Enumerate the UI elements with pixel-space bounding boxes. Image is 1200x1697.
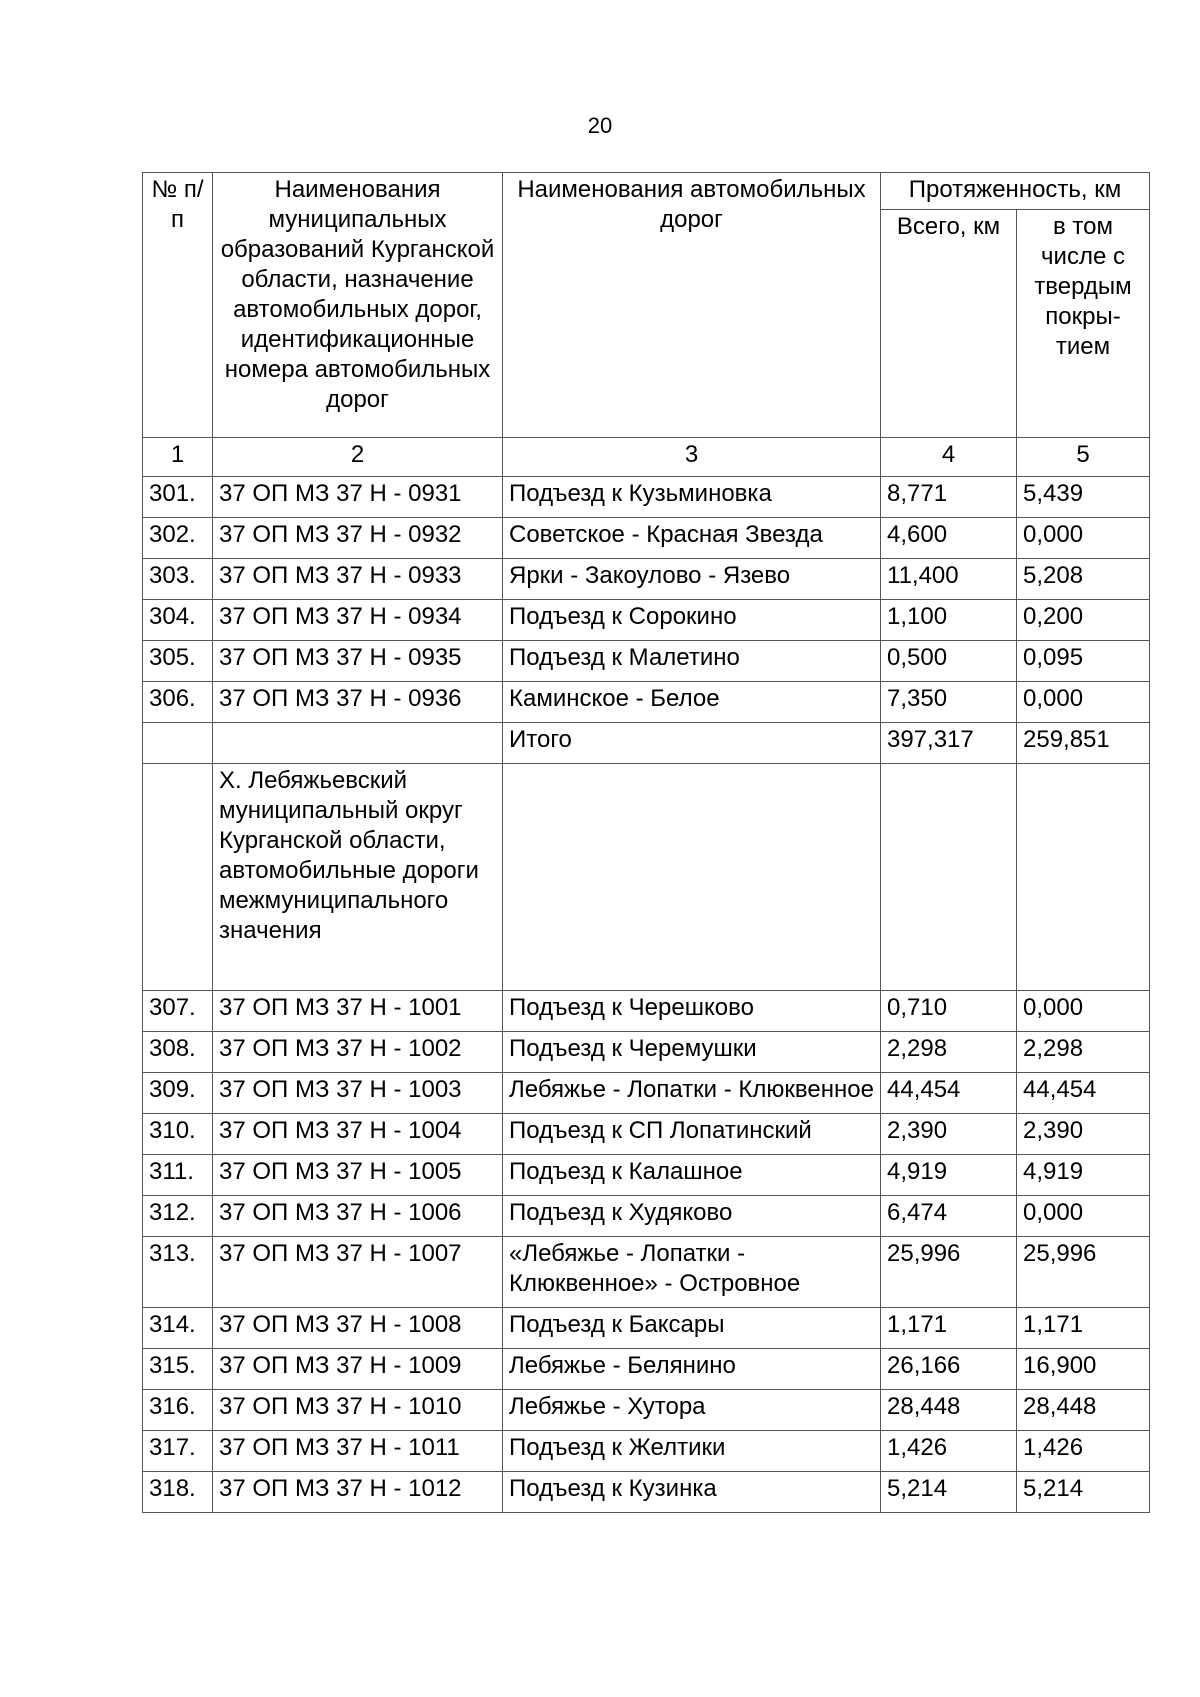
row-number: 304. <box>143 600 213 641</box>
row-number: 308. <box>143 1032 213 1073</box>
length-hard-surface: 0,000 <box>1017 518 1150 559</box>
road-id: 37 ОП МЗ 37 Н - 1010 <box>213 1390 503 1431</box>
road-name: Подъезд к Калашное <box>503 1155 881 1196</box>
road-name: Советское - Красная Звезда <box>503 518 881 559</box>
length-hard-surface: 1,426 <box>1017 1431 1150 1472</box>
length-hard-surface: 44,454 <box>1017 1073 1150 1114</box>
length-total: 7,350 <box>881 682 1017 723</box>
total-length: 397,317 <box>881 723 1017 764</box>
road-name: Подъезд к СП Лопатинский <box>503 1114 881 1155</box>
table-row <box>143 1390 1150 1431</box>
road-id: 37 ОП МЗ 37 Н - 0933 <box>213 559 503 600</box>
road-name: Ярки - Закоулово - Язево <box>503 559 881 600</box>
length-hard-surface <box>1017 764 1150 991</box>
length-total: 0,710 <box>881 991 1017 1032</box>
road-name: Каминское - Белое <box>503 682 881 723</box>
row-number: 306. <box>143 682 213 723</box>
length-hard-surface: 2,390 <box>1017 1114 1150 1155</box>
length-total: 1,426 <box>881 1431 1017 1472</box>
row-number: 307. <box>143 991 213 1032</box>
road-name: Подъезд к Желтики <box>503 1431 881 1472</box>
length-total: 6,474 <box>881 1196 1017 1237</box>
row-number: 302. <box>143 518 213 559</box>
length-hard-surface: 0,000 <box>1017 682 1150 723</box>
row-number: 311. <box>143 1155 213 1196</box>
length-hard-surface: 5,208 <box>1017 559 1150 600</box>
table-row <box>143 1155 1150 1196</box>
row-number: 309. <box>143 1073 213 1114</box>
road-id: 37 ОП МЗ 37 Н - 1004 <box>213 1114 503 1155</box>
header-row-1 <box>143 173 1150 210</box>
header-total-km: Всего, км <box>881 210 1017 438</box>
road-id: 37 ОП МЗ 37 Н - 0931 <box>213 477 503 518</box>
road-id: 37 ОП МЗ 37 Н - 1001 <box>213 991 503 1032</box>
table-row <box>143 1032 1150 1073</box>
road-name: Подъезд к Худяково <box>503 1196 881 1237</box>
length-total: 4,600 <box>881 518 1017 559</box>
road-id: 37 ОП МЗ 37 Н - 0932 <box>213 518 503 559</box>
column-number-row <box>143 438 1150 477</box>
row-number: 313. <box>143 1237 213 1308</box>
length-total: 2,298 <box>881 1032 1017 1073</box>
length-total: 4,919 <box>881 1155 1017 1196</box>
length-hard-surface: 0,000 <box>1017 1196 1150 1237</box>
road-id: 37 ОП МЗ 37 Н - 0936 <box>213 682 503 723</box>
road-id: 37 ОП МЗ 37 Н - 0935 <box>213 641 503 682</box>
road-name: Лебяжье - Лопатки - Клюквенное <box>503 1073 881 1114</box>
row-number <box>143 723 213 764</box>
length-hard-surface: 16,900 <box>1017 1349 1150 1390</box>
road-name: Подъезд к Малетино <box>503 641 881 682</box>
length-total: 25,996 <box>881 1237 1017 1308</box>
row-number: 301. <box>143 477 213 518</box>
road-id: 37 ОП МЗ 37 Н - 1006 <box>213 1196 503 1237</box>
table-row <box>143 477 1150 518</box>
length-hard-surface: 2,298 <box>1017 1032 1150 1073</box>
row-number: 317. <box>143 1431 213 1472</box>
length-total <box>881 764 1017 991</box>
road-name: Подъезд к Кузинка <box>503 1472 881 1513</box>
table-row <box>143 559 1150 600</box>
row-number: 305. <box>143 641 213 682</box>
length-total: 2,390 <box>881 1114 1017 1155</box>
section-title: X. Лебяжьевский муниципальный округ Курганской области, автомобильные дороги межмуниципального значения <box>213 764 503 991</box>
header-number: № п/п <box>143 173 213 438</box>
length-hard-surface: 4,919 <box>1017 1155 1150 1196</box>
header-hard-surface: в том числе с твердым покры-тием <box>1017 210 1150 438</box>
road-id: 37 ОП МЗ 37 Н - 1007 <box>213 1237 503 1308</box>
road-id: 37 ОП МЗ 37 Н - 1002 <box>213 1032 503 1073</box>
row-number: 318. <box>143 1472 213 1513</box>
table-row <box>143 1237 1150 1308</box>
road-name: Подъезд к Черемушки <box>503 1032 881 1073</box>
table-row <box>143 1349 1150 1390</box>
length-hard-surface: 28,448 <box>1017 1390 1150 1431</box>
length-total: 1,100 <box>881 600 1017 641</box>
length-hard-surface: 5,439 <box>1017 477 1150 518</box>
column-number: 5 <box>1017 438 1150 477</box>
header-municipality: Наименования муниципальных образований Курганской области, назначение автомобильных дорог, идентификационные номера автомобильных дорог <box>213 173 503 438</box>
table-row <box>143 1196 1150 1237</box>
row-number <box>143 764 213 991</box>
length-total: 28,448 <box>881 1390 1017 1431</box>
road-name: «Лебяжье - Лопатки - Клюквенное» - Островное <box>503 1237 881 1308</box>
road-id: 37 ОП МЗ 37 Н - 1008 <box>213 1308 503 1349</box>
roads-table <box>142 172 1150 1513</box>
table-row <box>143 991 1150 1032</box>
row-number: 310. <box>143 1114 213 1155</box>
road-id: 37 ОП МЗ 37 Н - 1009 <box>213 1349 503 1390</box>
road-id <box>213 723 503 764</box>
table-row <box>143 682 1150 723</box>
road-id: 37 ОП МЗ 37 Н - 0934 <box>213 600 503 641</box>
column-number: 4 <box>881 438 1017 477</box>
section-row <box>143 764 1150 991</box>
road-name: Лебяжье - Белянино <box>503 1349 881 1390</box>
table-row <box>143 1114 1150 1155</box>
length-hard-surface: 1,171 <box>1017 1308 1150 1349</box>
road-id: 37 ОП МЗ 37 Н - 1005 <box>213 1155 503 1196</box>
column-number: 1 <box>143 438 213 477</box>
table-row <box>143 518 1150 559</box>
total-label: Итого <box>503 723 881 764</box>
road-id: 37 ОП МЗ 37 Н - 1003 <box>213 1073 503 1114</box>
table-row <box>143 1472 1150 1513</box>
length-hard-surface: 25,996 <box>1017 1237 1150 1308</box>
row-number: 314. <box>143 1308 213 1349</box>
length-hard-surface: 0,200 <box>1017 600 1150 641</box>
length-total: 44,454 <box>881 1073 1017 1114</box>
length-total: 5,214 <box>881 1472 1017 1513</box>
length-total: 0,500 <box>881 641 1017 682</box>
total-row <box>143 723 1150 764</box>
total-hard-surface: 259,851 <box>1017 723 1150 764</box>
length-total: 8,771 <box>881 477 1017 518</box>
road-name <box>503 764 881 991</box>
road-name: Подъезд к Баксары <box>503 1308 881 1349</box>
road-id: 37 ОП МЗ 37 Н - 1011 <box>213 1431 503 1472</box>
row-number: 312. <box>143 1196 213 1237</box>
length-total: 26,166 <box>881 1349 1017 1390</box>
row-number: 303. <box>143 559 213 600</box>
road-name: Подъезд к Кузьминовка <box>503 477 881 518</box>
row-number: 316. <box>143 1390 213 1431</box>
row-number: 315. <box>143 1349 213 1390</box>
header-length: Протяженность, км <box>881 173 1150 210</box>
length-hard-surface: 5,214 <box>1017 1472 1150 1513</box>
header-road-name: Наименования автомобильных дорог <box>503 173 881 438</box>
road-id: 37 ОП МЗ 37 Н - 1012 <box>213 1472 503 1513</box>
table-row <box>143 1431 1150 1472</box>
length-hard-surface: 0,000 <box>1017 991 1150 1032</box>
road-name: Подъезд к Черешково <box>503 991 881 1032</box>
table-row <box>143 1073 1150 1114</box>
length-total: 1,171 <box>881 1308 1017 1349</box>
table-row <box>143 1308 1150 1349</box>
road-name: Лебяжье - Хутора <box>503 1390 881 1431</box>
table-row <box>143 641 1150 682</box>
table-row <box>143 600 1150 641</box>
page-number: 20 <box>587 113 613 138</box>
road-name: Подъезд к Сорокино <box>503 600 881 641</box>
length-total: 11,400 <box>881 559 1017 600</box>
column-number: 3 <box>503 438 881 477</box>
column-number: 2 <box>213 438 503 477</box>
length-hard-surface: 0,095 <box>1017 641 1150 682</box>
